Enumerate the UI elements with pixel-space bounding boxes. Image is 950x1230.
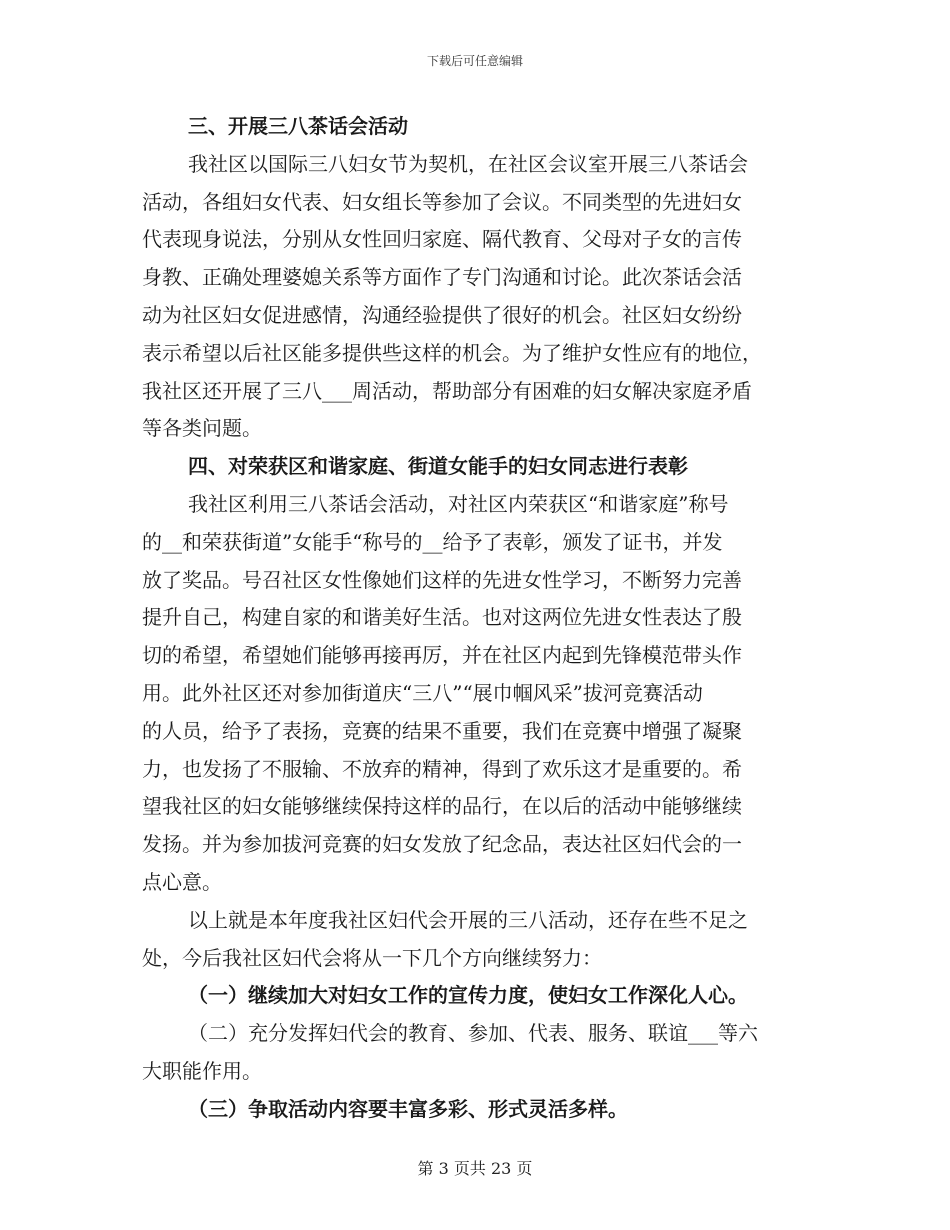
paragraph-line: 动为社区妇女促进感情，沟通经验提供了很好的机会。社区妇女纷纷 [142,302,742,327]
section-heading-4: 四、对荣获区和谐家庭、街道女能手的妇女同志进行表彰 [188,454,688,479]
paragraph-line: 等各类问题。 [142,416,262,441]
paragraph-line: 我社区利用三八茶话会活动，对社区内荣获区“和谐家庭”称号 [188,491,729,516]
page-footer: 第 3 页共 23 页 [417,1159,533,1178]
list-item-2: （二）充分发挥妇代会的教育、参加、代表、服务、联谊___等六 [188,1021,758,1046]
list-item-2-cont: 大职能作用。 [142,1058,262,1083]
paragraph-line: 代表现身说法，分别从女性回归家庭、隔代教育、父母对子女的言传 [142,227,742,252]
paragraph-line: 放了奖品。号召社区女性像她们这样的先进女性学习，不断努力完善 [142,567,742,592]
paragraph-line: 处，今后我社区妇代会将从一下几个方向继续努力： [142,945,602,970]
paragraph-line: 点心意。 [142,869,222,894]
paragraph-line: 的人员，给予了表扬，竞赛的结果不重要，我们在竞赛中增强了凝聚 [142,718,742,743]
paragraph-line: 以上就是本年度我社区妇代会开展的三八活动，还存在些不足之 [188,907,748,932]
paragraph-line: 用。此外社区还对参加街道庆“三八”“展巾帼风采”拔河竞赛活动 [142,680,703,705]
document-body [142,108,808,1129]
paragraph-line: 我社区还开展了三八___周活动，帮助部分有困难的妇女解决家庭矛盾 [142,378,752,403]
paragraph-line: 望我社区的妇女能够继续保持这样的品行，在以后的活动中能够继续 [142,794,742,819]
paragraph-line: 身教、正确处理婆媳关系等方面作了专门沟通和讨论。此次茶话会活 [142,265,742,290]
paragraph-line: 活动，各组妇女代表、妇女组长等参加了会议。不同类型的先进妇女 [142,189,742,214]
section-heading-3: 三、开展三八茶话会活动 [188,114,408,138]
paragraph-line: 力，也发扬了不服输、不放弃的精神，得到了欢乐这才是重要的。希 [142,756,742,781]
list-item-3: （三）争取活动内容要丰富多彩、形式灵活多样。 [188,1096,628,1121]
paragraph-line: 的__和荣获街道”女能手“称号的__给予了表彰，颁发了证书，并发 [142,529,723,554]
list-item-1: （一）继续加大对妇女工作的宣传力度，使妇女工作深化人心。 [188,983,748,1008]
paragraph-line: 提升自己，构建自家的和谐美好生活。也对这两位先进女性表达了殷 [142,605,742,630]
paragraph-line: 发扬。并为参加拔河竞赛的妇女发放了纪念品，表达社区妇代会的一 [142,832,742,857]
paragraph-line: 我社区以国际三八妇女节为契机，在社区会议室开展三八茶话会 [188,151,748,176]
paragraph-line: 表示希望以后社区能多提供些这样的机会。为了维护女性应有的地位， [142,340,762,365]
page-header: 下载后可任意编辑 [426,54,523,68]
paragraph-line: 切的希望，希望她们能够再接再厉，并在社区内起到先锋模范带头作 [142,643,742,668]
